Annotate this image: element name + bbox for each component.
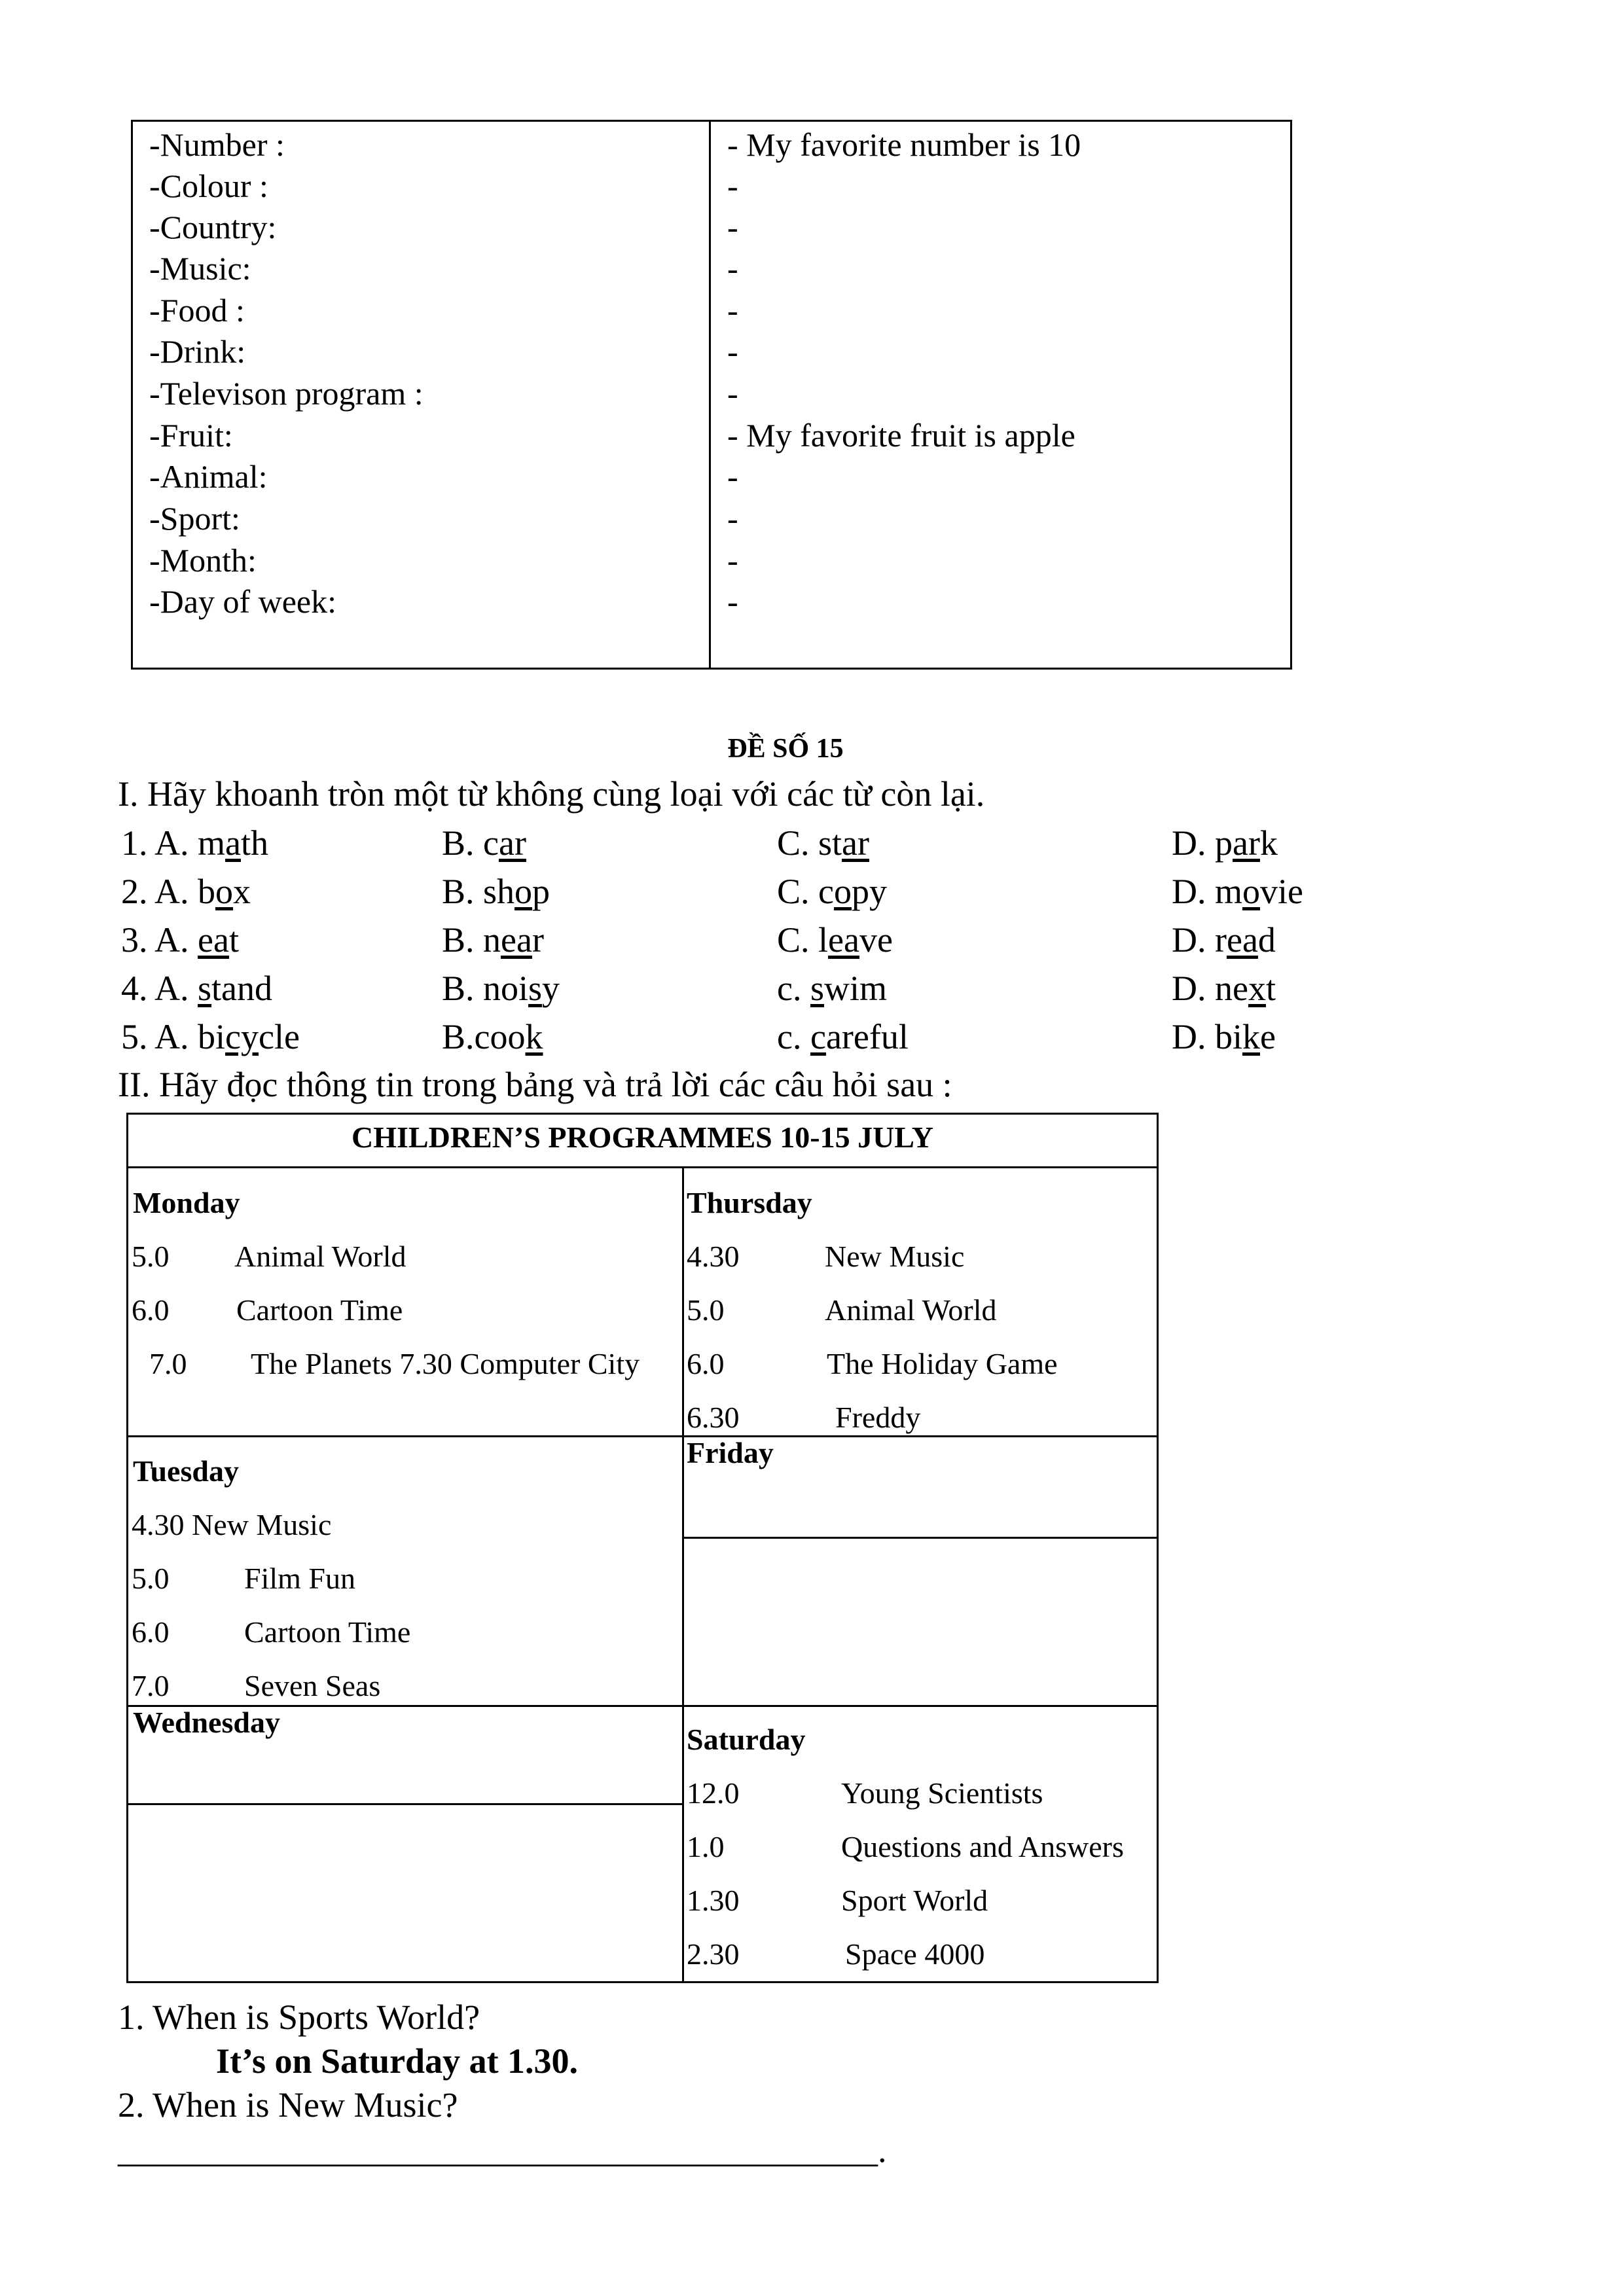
programme-show: Animal World — [825, 1293, 997, 1327]
day-thursday: Thursday — [687, 1186, 812, 1219]
question-4-option-a: 4. A. stand — [121, 969, 273, 1008]
programme-time: 12.0 — [687, 1776, 740, 1810]
programme-show: Space 4000 — [845, 1937, 985, 1971]
question-2-option-a: 2. A. box — [121, 872, 251, 911]
programme-show: The Holiday Game — [827, 1347, 1058, 1380]
table-border — [126, 1981, 1159, 1983]
fav-answer: - — [727, 375, 738, 412]
programme-show: Cartoon Time — [244, 1615, 411, 1649]
question-2: 2. When is New Music? — [118, 2085, 458, 2125]
programme-time: 2.30 — [687, 1937, 740, 1971]
programme-time: 4.30 — [687, 1240, 740, 1273]
fav-label: -Country: — [149, 209, 277, 245]
day-friday: Friday — [687, 1436, 774, 1469]
programme-show: Seven Seas — [244, 1669, 381, 1702]
section-1-questions — [121, 820, 1561, 1062]
programme-show: The Planets 7.30 Computer City — [251, 1347, 640, 1380]
table-border — [126, 1435, 684, 1437]
programme-time: 5.0 — [132, 1240, 170, 1273]
question-5-option-a: 5. A. bicycle — [121, 1017, 300, 1056]
question-5-option-b: B.cook — [442, 1017, 543, 1056]
day-wednesday: Wednesday — [133, 1706, 280, 1739]
fav-answer: - — [727, 458, 738, 495]
table-border — [126, 1113, 128, 1983]
fav-answer: - — [727, 333, 738, 370]
programme-show: Sport World — [841, 1884, 988, 1917]
question-1: 1. When is Sports World? — [118, 1998, 480, 2037]
fav-label: -Day of week: — [149, 583, 336, 620]
fav-label: -Fruit: — [149, 417, 233, 454]
question-3-option-d: D. read — [1172, 920, 1276, 960]
programme-time: 5.0 — [687, 1293, 725, 1327]
programme-time: 7.0 — [149, 1347, 187, 1380]
question-3-option-c: C. leave — [777, 920, 893, 960]
question-1-option-d: D. park — [1172, 823, 1278, 863]
programme-time: 5.0 — [132, 1562, 170, 1595]
question-5-option-c: c. careful — [777, 1017, 909, 1056]
programme-time: 6.30 — [687, 1401, 740, 1434]
programmes-title: CHILDREN’S PROGRAMMES 10-15 JULY — [352, 1121, 933, 1154]
table-border — [126, 1166, 1159, 1168]
question-1-option-c: C. star — [777, 823, 869, 863]
programme-show: Freddy — [835, 1401, 921, 1434]
table-border — [1157, 1113, 1159, 1983]
table-border — [126, 1803, 684, 1805]
question-3-option-a: 3. A. eat — [121, 920, 239, 960]
programme-time: 1.0 — [687, 1830, 725, 1863]
fav-answer: - — [727, 583, 738, 620]
fav-answer: - — [727, 500, 738, 537]
fav-label: -Drink: — [149, 333, 246, 370]
question-1-option-b: B. car — [442, 823, 526, 863]
table-border — [682, 1537, 1159, 1539]
fav-label: -Televison program : — [149, 375, 424, 412]
fav-label: -Number : — [149, 126, 285, 163]
programme-show: Young Scientists — [841, 1776, 1043, 1810]
programme-show: Animal World — [234, 1240, 406, 1273]
question-2-option-c: C. copy — [777, 872, 887, 911]
programme-time: 4.30 New Music — [132, 1508, 332, 1541]
fav-answer: - — [727, 168, 738, 204]
table-border — [682, 1166, 684, 1983]
question-2-option-d: D. movie — [1172, 872, 1303, 911]
fav-label: -Food : — [149, 292, 245, 329]
question-5-option-d: D. bike — [1172, 1017, 1276, 1056]
fav-label: -Music: — [149, 250, 251, 287]
question-2-option-b: B. shop — [442, 872, 550, 911]
answer-2-blank[interactable]: ___________________________________________. — [118, 2130, 887, 2170]
fav-answer: - — [727, 292, 738, 329]
table-border — [682, 1705, 1159, 1707]
fav-answer: - — [727, 209, 738, 245]
fav-answer: - — [727, 542, 738, 579]
programme-show: New Music — [825, 1240, 965, 1273]
fav-label: -Month: — [149, 542, 257, 579]
exam-title: ĐỀ SỐ 15 — [727, 734, 844, 764]
question-4-option-b: B. noisy — [442, 969, 560, 1008]
question-4-option-c: c. swim — [777, 969, 887, 1008]
programme-time: 6.0 — [132, 1615, 170, 1649]
programme-time: 7.0 — [132, 1669, 170, 1702]
programme-time: 6.0 — [132, 1293, 170, 1327]
fav-answer: - My favorite fruit is apple — [727, 417, 1075, 454]
programme-show: Film Fun — [244, 1562, 356, 1595]
favorites-table — [131, 120, 1292, 670]
answer-1: It’s on Saturday at 1.30. — [216, 2041, 579, 2081]
favorites-table-divider — [709, 122, 711, 668]
programme-show: Questions and Answers — [841, 1830, 1124, 1863]
fav-label: -Sport: — [149, 500, 240, 537]
fav-label: -Animal: — [149, 458, 268, 495]
programme-time: 1.30 — [687, 1884, 740, 1917]
day-tuesday: Tuesday — [133, 1454, 239, 1488]
day-monday: Monday — [133, 1186, 240, 1219]
fav-label: -Colour : — [149, 168, 268, 204]
fav-answer: - My favorite number is 10 — [727, 126, 1081, 163]
fav-answer: - — [727, 250, 738, 287]
programmes-table — [126, 1113, 1159, 1983]
section-1-heading: I. Hãy khoanh tròn một từ không cùng loại với các từ còn lại. — [118, 774, 985, 814]
question-3-option-b: B. near — [442, 920, 544, 960]
programme-time: 6.0 — [687, 1347, 725, 1380]
programme-show: Cartoon Time — [236, 1293, 403, 1327]
question-1-option-a: 1. A. math — [121, 823, 269, 863]
table-border — [126, 1113, 1159, 1115]
question-4-option-d: D. next — [1172, 969, 1276, 1008]
day-saturday: Saturday — [687, 1723, 806, 1756]
section-2-heading: II. Hãy đọc thông tin trong bảng và trả lời các câu hỏi sau : — [118, 1065, 952, 1104]
